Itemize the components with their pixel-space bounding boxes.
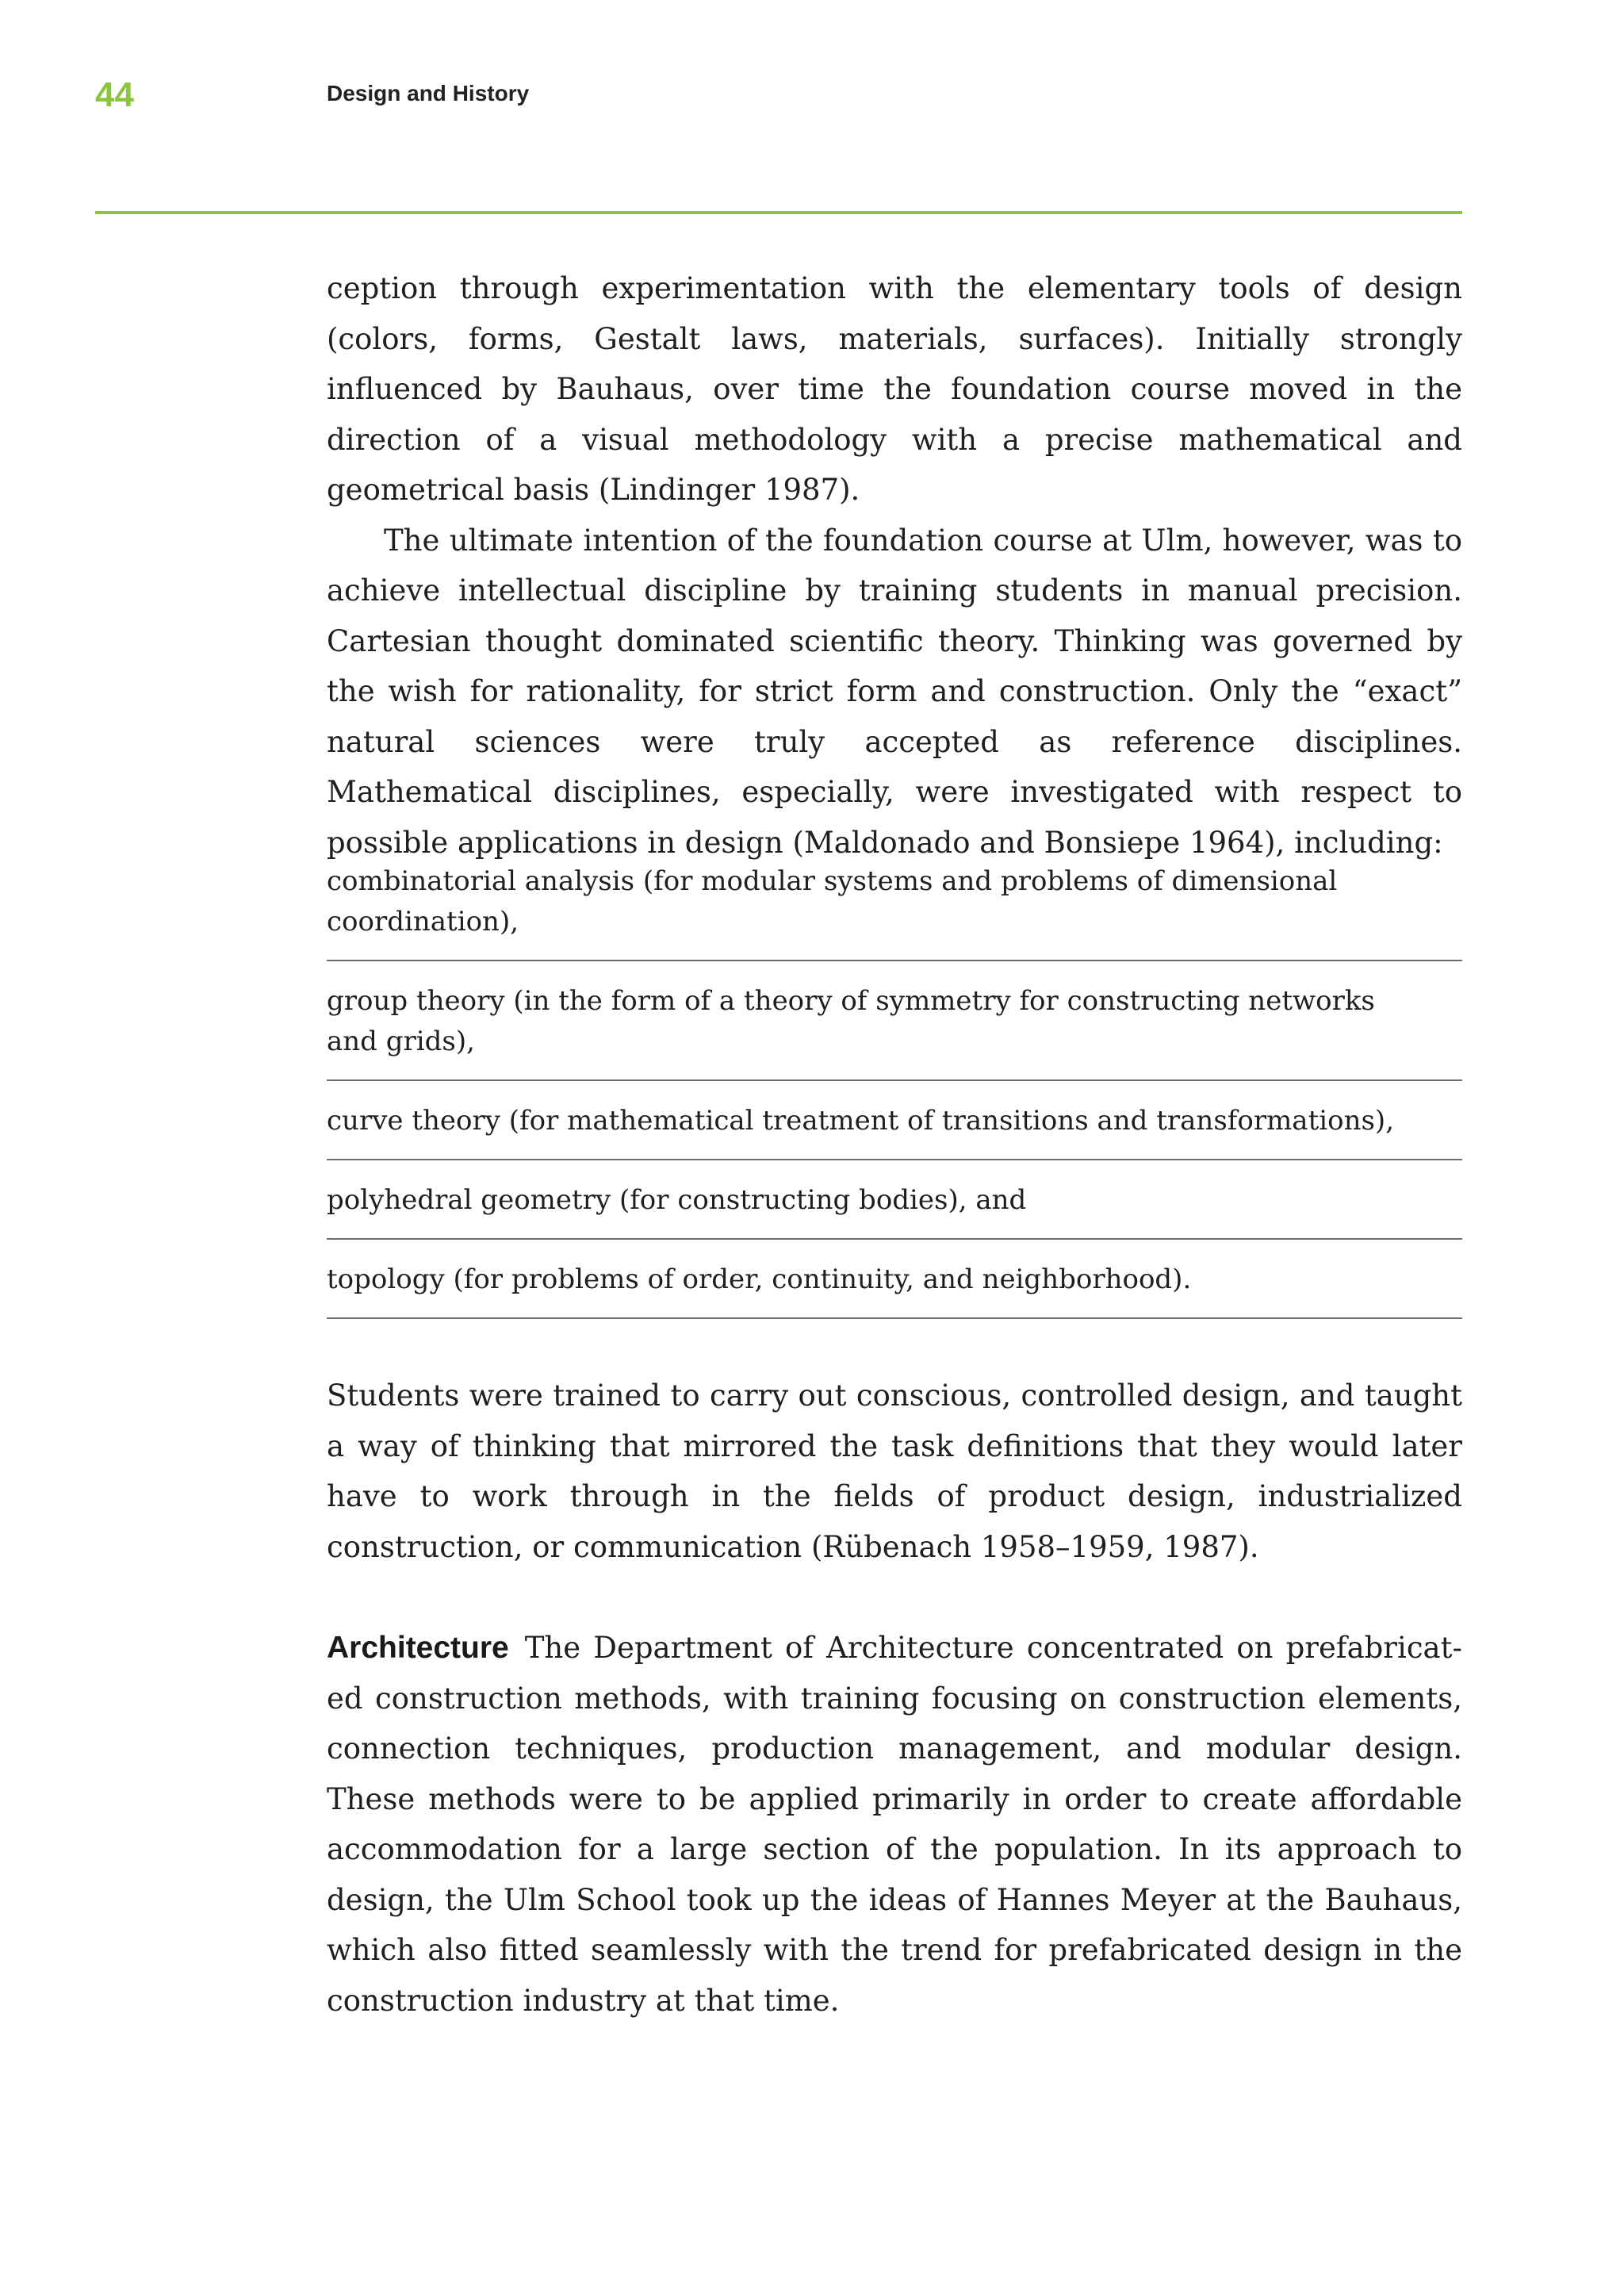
list-item: group theory (in the form of a theory of symmetry for constructing networks and grids),: [327, 981, 1462, 1081]
architecture-text: The Department of Architecture concentrated on prefabricated construction methods, with training focusing on construction elements, connection techniques, production management, and modular design. These methods were to be applied primarily in order to create affordable accommodation for a large section of the population. In its approach to design, the Ulm School took up the ideas of Hannes Meyer at the Bauhaus, which also fitted seamlessly with the trend for prefabricated design in the construction industry at that time.: [327, 1631, 1462, 2018]
intro-text-block: [327, 263, 1462, 868]
section-heading-architecture: Architecture: [327, 1631, 509, 1665]
paragraph-ulm-intention: The ultimate intention of the foundation course at Ulm, however, was to achieve intellectual discipline by training students in manual precision. Cartesian thought dominated scientific theory. Thinking was governed by the wish for rationality, for strict form and construction. Only the “exact” natural sciences were truly accepted as reference disciplines. Mathematical disciplines, especially, were investigated with respect to possible applications in design (Maldonado and Bonsiepe 1964), including:: [327, 523, 1462, 860]
paragraph-students-trained: Students were trained to carry out conscious, controlled design, and taught a way of thinking that mirrored the task definitions that they would later have to work through in the fields of product design, industrialized construction, or communication (Rübenach 1958–1959, 1987).: [327, 1378, 1462, 1564]
header-rule: [95, 211, 1462, 214]
page-number: 44: [95, 75, 134, 114]
architecture-section: [327, 1623, 1462, 2026]
running-head: Design and History: [327, 81, 530, 105]
mathematical-disciplines-list: [327, 861, 1462, 1339]
students-text-block: [327, 1371, 1462, 1572]
list-item: curve theory (for mathematical treatment of transitions and transformations),: [327, 1101, 1462, 1160]
list-item: combinatorial analysis (for modular systems and problems of dimensional coordination),: [327, 861, 1462, 961]
list-item: topology (for problems of order, continuity, and neighborhood).: [327, 1260, 1462, 1319]
paragraph-architecture: [327, 1623, 1462, 2026]
paragraph-foundation-course: ception through experimentation with the elementary tools of design (colors, forms, Gestalt laws, materials, surfaces). Initially strongly influenced by Bauhaus, over time the foundation course moved in the direction of a visual methodology with a precise mathematical and geometrical basis (Lindinger 1987).: [327, 271, 1462, 507]
list-item: polyhedral geometry (for constructing bodies), and: [327, 1180, 1462, 1240]
